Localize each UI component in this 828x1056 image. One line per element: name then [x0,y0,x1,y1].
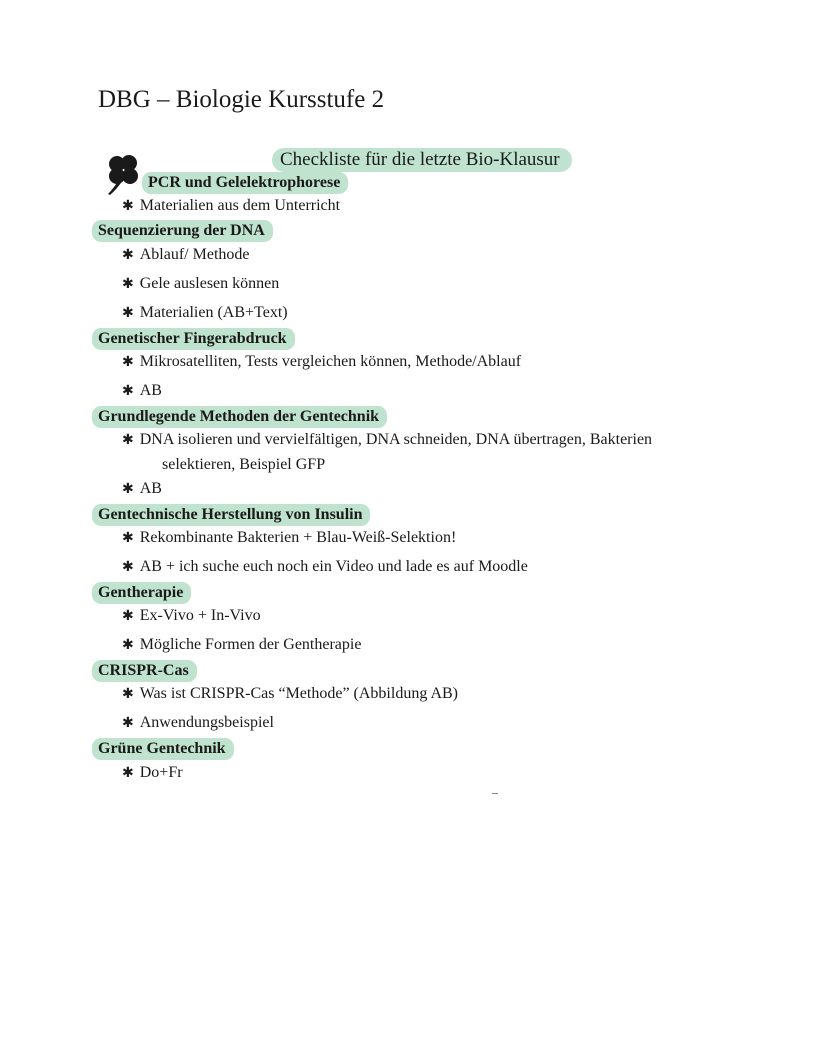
asterisk-icon: ✱ [122,530,134,546]
list-item-text: DNA isolieren und vervielfältigen, DNA schneiden, DNA übertragen, Bakterien [139,431,653,448]
list-item [122,245,249,265]
list-item [122,713,274,733]
asterisk-icon: ✱ [122,765,134,781]
list-item-text: Anwendungsbeispiel [139,714,274,731]
list-item [122,606,261,626]
asterisk-icon: ✱ [122,686,134,702]
asterisk-icon: ✱ [122,383,134,399]
asterisk-icon: ✱ [122,559,134,575]
subtitle: Checkliste für die letzte Bio-Klausur [272,148,572,172]
list-item-text: Materialien aus dem Unterricht [139,197,341,214]
asterisk-icon: ✱ [122,637,134,653]
list-item [122,303,288,323]
page-title: DBG – Biologie Kursstufe 2 [98,86,385,113]
stray-mark [492,793,498,794]
list-item [122,763,183,783]
section-heading: Grundlegende Methoden der Gentechnik [92,406,387,428]
asterisk-icon: ✱ [122,247,134,263]
list-item-text: Gele auslesen können [139,275,280,292]
list-item [122,684,458,704]
section-heading: Grüne Gentechnik [92,738,234,760]
asterisk-icon: ✱ [122,354,134,370]
list-item [122,196,340,216]
list-item-text: Mögliche Formen der Gentherapie [139,636,362,653]
asterisk-icon: ✱ [122,198,134,214]
list-item-text: Do+Fr [139,764,183,781]
list-item [122,274,279,294]
list-item [122,557,528,577]
asterisk-icon: ✱ [122,608,134,624]
section-heading: Genetischer Fingerabdruck [92,328,295,350]
asterisk-icon: ✱ [122,276,134,292]
list-item [122,635,361,655]
list-item [122,528,456,548]
section-heading: Sequenzierung der DNA [92,220,273,242]
list-item-text: Rekombinante Bakterien + Blau-Weiß-Selektion! [139,529,457,546]
list-item-text: AB [139,382,162,399]
list-item-text: Was ist CRISPR-Cas “Methode” (Abbildung AB) [139,685,458,702]
asterisk-icon: ✱ [122,432,134,448]
asterisk-icon: ✱ [122,305,134,321]
section-heading: Gentherapie [92,582,191,604]
clover-icon [100,150,146,196]
list-item-text: Materialien (AB+Text) [139,304,288,321]
list-item-text: AB [139,480,162,497]
list-item [122,352,521,372]
list-item [122,479,162,499]
list-item-text: Ex-Vivo + In-Vivo [139,607,261,624]
section-heading: PCR und Gelelektrophorese [142,172,348,194]
list-item-text: AB + ich suche euch noch ein Video und lade es auf Moodle [139,558,528,575]
list-item-text: Ablauf/ Methode [139,246,250,263]
list-item-text: Mikrosatelliten, Tests vergleichen können, Methode/Ablauf [139,353,522,370]
list-item-continuation: selektieren, Beispiel GFP [162,456,326,473]
list-item [122,430,652,450]
asterisk-icon: ✱ [122,481,134,497]
list-item [122,381,162,401]
asterisk-icon: ✱ [122,715,134,731]
section-heading: CRISPR-Cas [92,660,197,682]
section-heading: Gentechnische Herstellung von Insulin [92,504,370,526]
